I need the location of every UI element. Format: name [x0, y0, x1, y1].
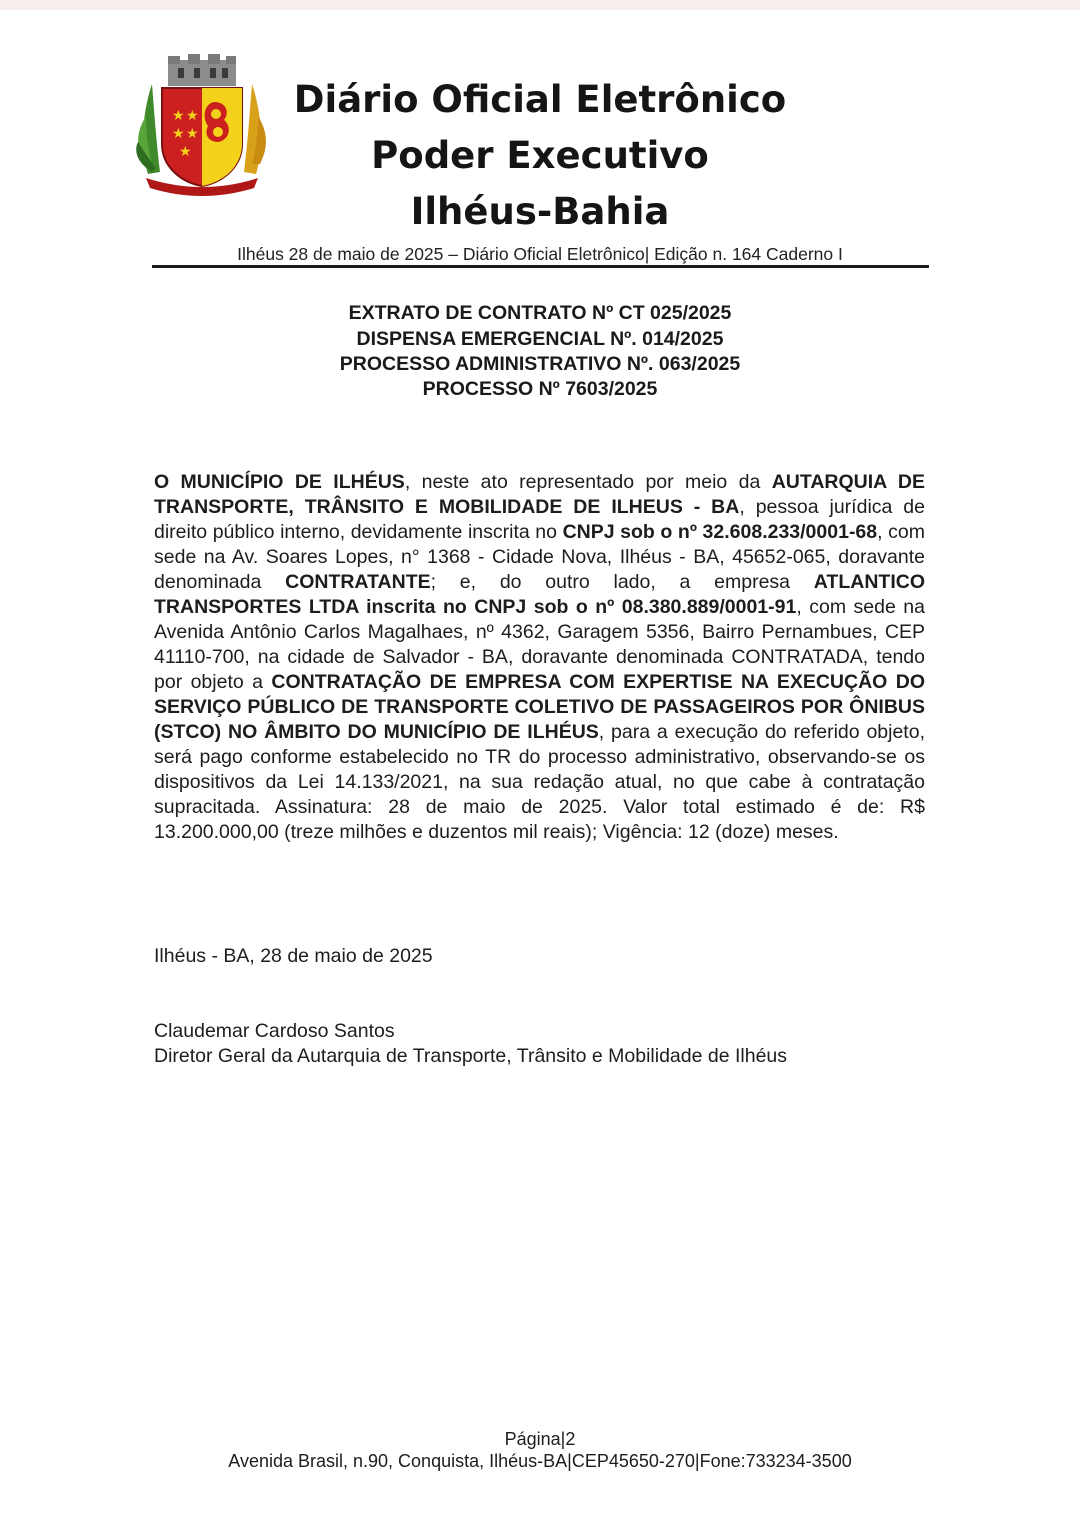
body-text-segment: , com sede na Avenida Antônio Carlos Magalhaes, nº 4362, Garagem 5356, Bairro Pernambues, CEP 41110-700, na cidade de Salvador - BA, doravante denominada CONTRATADA, tendo por objeto a [154, 596, 925, 693]
contract-extract-heading: EXTRATO DE CONTRATO Nº CT 025/2025 [348, 302, 732, 324]
body-contractor-cnpj: CNPJ sob o nº 32.608.233/0001-68 [562, 521, 878, 543]
contract-body-paragraph [154, 470, 925, 845]
body-text-segment: ; e, do outro lado, a empresa [430, 571, 814, 593]
body-contratante: CONTRATANTE [285, 571, 431, 593]
emergency-waiver-heading: DISPENSA EMERGENCIAL Nº. 014/2025 [356, 328, 724, 350]
body-text-segment: , neste ato representado por meio da [404, 471, 772, 493]
svg-text:★: ★ [172, 126, 185, 142]
svg-text:★: ★ [179, 144, 192, 160]
page-number: Página|2 [504, 1429, 576, 1449]
administrative-process-heading: PROCESSO ADMINISTRATIVO Nº. 063/2025 [339, 353, 741, 375]
body-text-segment: , para a execução do referido objeto, será pago conforme estabelecido no TR do processo administrativo, observando-se os dispositivos da Lei 14.133/2021, na sua redação atual, no que cabe à contratação supracitada. Assinatura: 28 de maio de 2025. Valor total estimado é de: R$ 13.200.000,00 (treze milhões e duzentos mil reais); Vigência: 12 (doze) meses. [154, 721, 925, 843]
signatory-role: Diretor Geral da Autarquia de Transporte, Trânsito e Mobilidade de Ilhéus [154, 1045, 788, 1067]
process-number-heading: PROCESSO Nº 7603/2025 [422, 378, 658, 400]
top-strip [0, 0, 1080, 10]
svg-text:★: ★ [172, 108, 185, 124]
edition-line: Ilhéus 28 de maio de 2025 – Diário Oficial Eletrônico| Edição n. 164 Caderno I [237, 244, 843, 264]
body-company: ATLANTICO TRANSPORTES LTDA inscrita no CNPJ sob o nº 08.380.889/0001-91 [154, 571, 925, 618]
signatory-name: Claudemar Cardoso Santos [154, 1020, 395, 1042]
footer-address: Avenida Brasil, n.90, Conquista, Ilhéus-BA|CEP45650-270|Fone:733234-3500 [228, 1451, 852, 1471]
masthead-city: Ilhéus-Bahia [410, 190, 670, 233]
place-date: Ilhéus - BA, 28 de maio de 2025 [154, 945, 433, 967]
body-text-segment: , pessoa jurídica de direito público interno, devidamente inscrita no [154, 496, 925, 543]
masthead-subtitle: Poder Executivo [371, 134, 709, 177]
svg-text:★: ★ [186, 108, 199, 124]
body-municipality: O MUNICÍPIO DE ILHÉUS [154, 471, 405, 493]
body-authority: AUTARQUIA DE TRANSPORTE, TRÂNSITO E MOBILIDADE DE ILHEUS - BA [154, 471, 926, 518]
masthead-title: Diário Oficial Eletrônico [293, 78, 787, 121]
svg-text:★: ★ [186, 126, 199, 142]
header-divider [152, 265, 929, 268]
body-object: CONTRATAÇÃO DE EMPRESA COM EXPERTISE NA EXECUÇÃO DO SERVIÇO PÚBLICO DE TRANSPORTE COLETIVO DE PASSAGEIROS POR ÔNIBUS (STCO) NO ÂMBITO DO MUNICÍPIO DE ILHÉUS [154, 671, 925, 743]
body-text-segment: , com sede na Av. Soares Lopes, n° 1368 - Cidade Nova, Ilhéus - BA, 45652-065, doravante denominada [154, 521, 925, 593]
